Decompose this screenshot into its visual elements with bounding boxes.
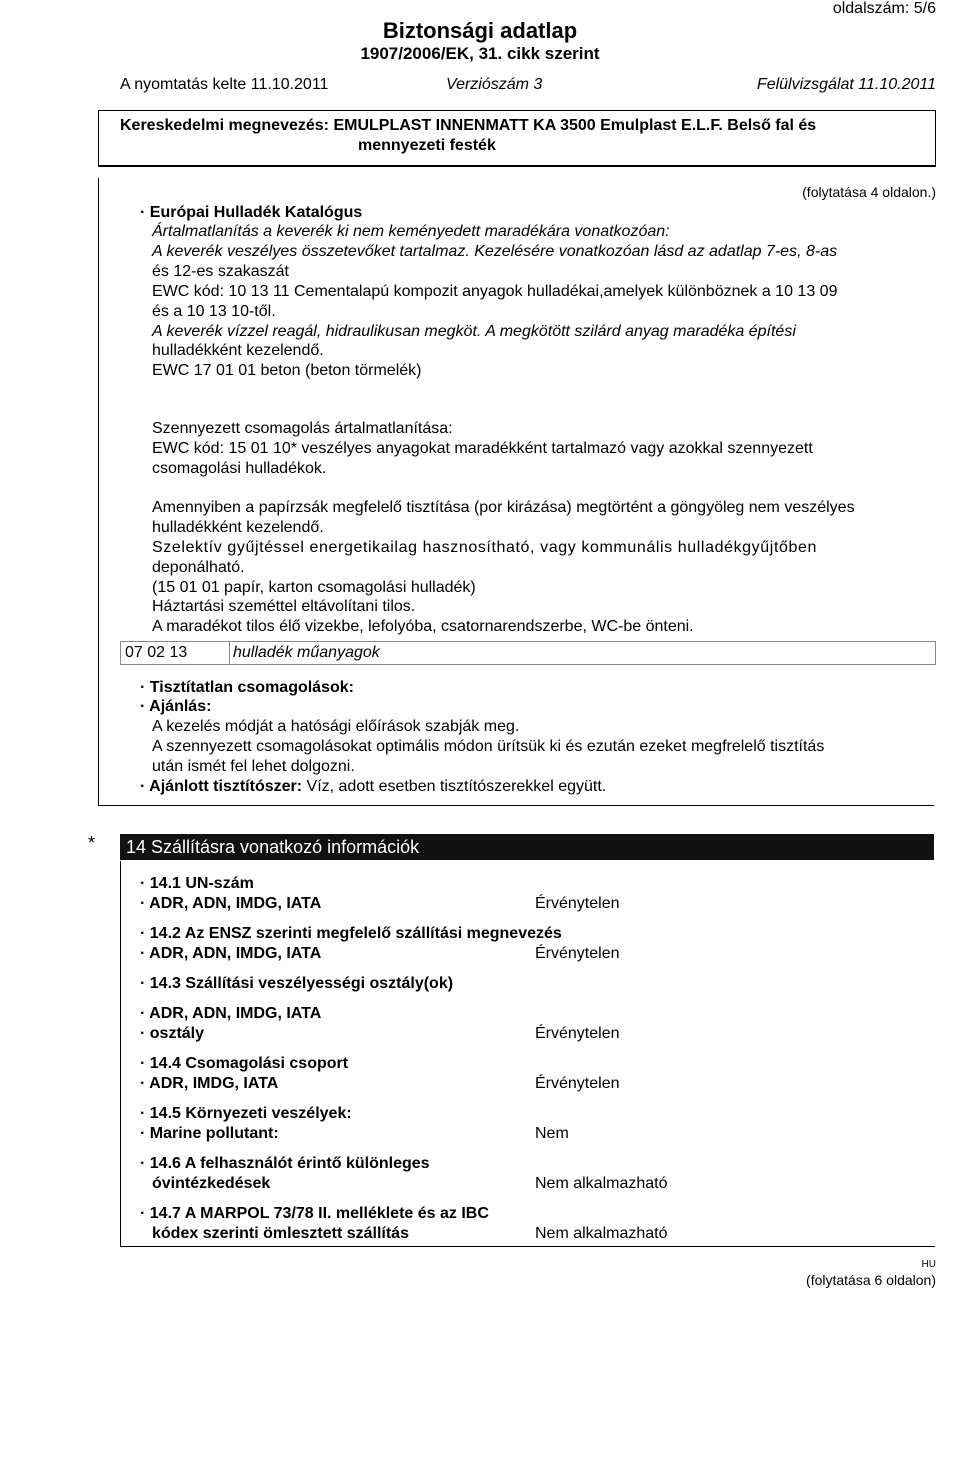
paper-line-4: deponálható.: [152, 559, 245, 576]
marpol-heading-2: kódex szerinti ömlesztett szállítás: [152, 1225, 409, 1242]
disposal-line-5: és a 10 13 10-től.: [152, 303, 276, 320]
recommended-cleaner-value: Víz, adott esetben tisztítószerekkel együtt.: [302, 778, 607, 795]
special-precautions-heading-2: óvintézkedések: [152, 1175, 271, 1192]
regulation-reference: 1907/2006/EK, 31. cikk szerint: [360, 44, 600, 63]
packing-group-heading: · 14.4 Csomagolási csoport: [140, 1055, 349, 1072]
print-date: A nyomtatás kelte 11.10.2011: [120, 76, 329, 93]
marpol-value: Nem alkalmazható: [535, 1225, 668, 1242]
special-precautions-heading: · 14.6 A felhasználót érintő különleges: [140, 1155, 430, 1172]
waste-code: 07 02 13: [125, 644, 188, 661]
disposal-line-7: hulladékként kezelendő.: [152, 342, 324, 359]
disposal-line-6: A keverék vízzel reagál, hidraulikusan megköt. A megkötött szilárd anyag maradéka építési: [152, 323, 796, 340]
waste-code-row: [120, 641, 936, 665]
packaging-line-3: csomagolási hulladékok.: [152, 460, 327, 477]
ewc-catalog-heading: · Európai Hulladék Katalógus: [140, 204, 363, 221]
trade-name-line2: mennyezeti festék: [358, 137, 496, 154]
hazard-class-label: · osztály: [140, 1025, 205, 1042]
paper-line-6: Háztartási szeméttel eltávolítani tilos.: [152, 598, 416, 615]
special-precautions-value: Nem alkalmazható: [535, 1175, 668, 1192]
disposal-line-3: és 12-es szakaszát: [152, 263, 289, 280]
paper-line-2: hulladékként kezelendő.: [152, 519, 324, 536]
change-marker: *: [88, 833, 96, 853]
shipping-name-value: Érvénytelen: [535, 945, 620, 962]
shipping-name-heading: · 14.2 Az ENSZ szerinti megfelelő szállítási megnevezés: [140, 925, 562, 942]
packing-group-modes: · ADR, IMDG, IATA: [140, 1075, 279, 1092]
recommendation-line-2: A szennyezett csomagolásokat optimális módon ürítsük ki és ezután ezeket megfrelelő tisztítás: [152, 738, 825, 755]
recommended-cleaner: [140, 777, 606, 796]
continued-to-note: (folytatása 6 oldalon): [806, 1272, 936, 1288]
environmental-hazards-heading: · 14.5 Környezeti veszélyek:: [140, 1105, 352, 1122]
marpol-heading: · 14.7 A MARPOL 73/78 II. melléklete és az IBC: [140, 1205, 489, 1222]
section13-bottom-rule: [98, 805, 934, 806]
continued-from-note: (folytatása 4 oldalon.): [802, 184, 936, 200]
trade-name-box: [98, 110, 936, 167]
packing-group-value: Érvénytelen: [535, 1075, 620, 1092]
un-number-heading: · 14.1 UN-szám: [140, 875, 254, 892]
paper-line-5: (15 01 01 papír, karton csomagolási hulladék): [152, 579, 476, 596]
packaging-line-2: EWC kód: 15 01 10* veszélyes anyagokat maradékként tartalmazó vagy azokkal szennyezett: [152, 440, 813, 457]
paper-line-3: Szelektív gyűjtéssel energetikailag hasznosítható, vagy kommunális hulladékgyűjtőben: [152, 539, 817, 556]
revision-date: Felülvizsgálat 11.10.2011: [756, 76, 936, 93]
hazard-class-value: Érvénytelen: [535, 1025, 620, 1042]
section14-title: 14 Szállításra vonatkozó információk: [120, 834, 934, 860]
disposal-line-8: EWC 17 01 01 beton (beton törmelék): [152, 362, 422, 379]
packaging-line-1: Szennyezett csomagolás ártalmatlanítása:: [152, 420, 453, 437]
paper-line-7: A maradékot tilos élő vizekbe, lefolyóba, csatornarendszerbe, WC-be önteni.: [152, 618, 694, 635]
recommended-cleaner-label: · Ajánlott tisztítószer:: [140, 778, 303, 795]
language-code: HU: [921, 1259, 936, 1270]
version-number: Verziószám 3: [446, 76, 543, 93]
trade-name-line1: Kereskedelmi megnevezés: EMULPLAST INNENMATT KA 3500 Emulplast E.L.F. Belső fal és: [120, 117, 817, 134]
disposal-line-2: A keverék veszélyes összetevőket tartalmaz. Kezelésére vonatkozóan lásd az adatlap 7-es, 8-as: [152, 243, 838, 260]
hazard-class-heading: · 14.3 Szállítási veszélyességi osztály(ok): [140, 975, 454, 992]
shipping-name-modes: · ADR, ADN, IMDG, IATA: [140, 945, 322, 962]
un-number-value: Érvénytelen: [535, 895, 620, 912]
document-title: Biztonsági adatlap: [382, 18, 578, 43]
page-number: oldalszám: 5/6: [832, 0, 936, 17]
marine-pollutant-value: Nem: [535, 1125, 569, 1142]
recommendation-heading: · Ajánlás:: [140, 698, 212, 715]
paper-line-1: Amennyiben a papírzsák megfelelő tisztítása (por kirázása) megtörtént a göngyöleg nem veszélyes: [152, 499, 855, 516]
uncleaned-packaging-heading: · Tisztítatlan csomagolások:: [140, 679, 354, 696]
recommendation-line-1: A kezelés módját a hatósági előírások szabják meg.: [152, 718, 520, 735]
hazard-class-modes: · ADR, ADN, IMDG, IATA: [140, 1005, 322, 1022]
section13-border: [98, 178, 99, 805]
recommendation-line-3: után ismét fel lehet dolgozni.: [152, 758, 355, 775]
waste-name: hulladék műanyagok: [233, 644, 380, 661]
marine-pollutant-label: · Marine pollutant:: [140, 1125, 279, 1142]
disposal-line-4: EWC kód: 10 13 11 Cementalapú kompozit anyagok hulladékai,amelyek különböznek a 10 13 09: [152, 283, 838, 300]
waste-code-divider: [229, 642, 230, 664]
un-number-modes: · ADR, ADN, IMDG, IATA: [140, 895, 322, 912]
disposal-line-1: Ártalmatlanítás a keverék ki nem keményedett maradékára vonatkozóan:: [152, 223, 670, 240]
